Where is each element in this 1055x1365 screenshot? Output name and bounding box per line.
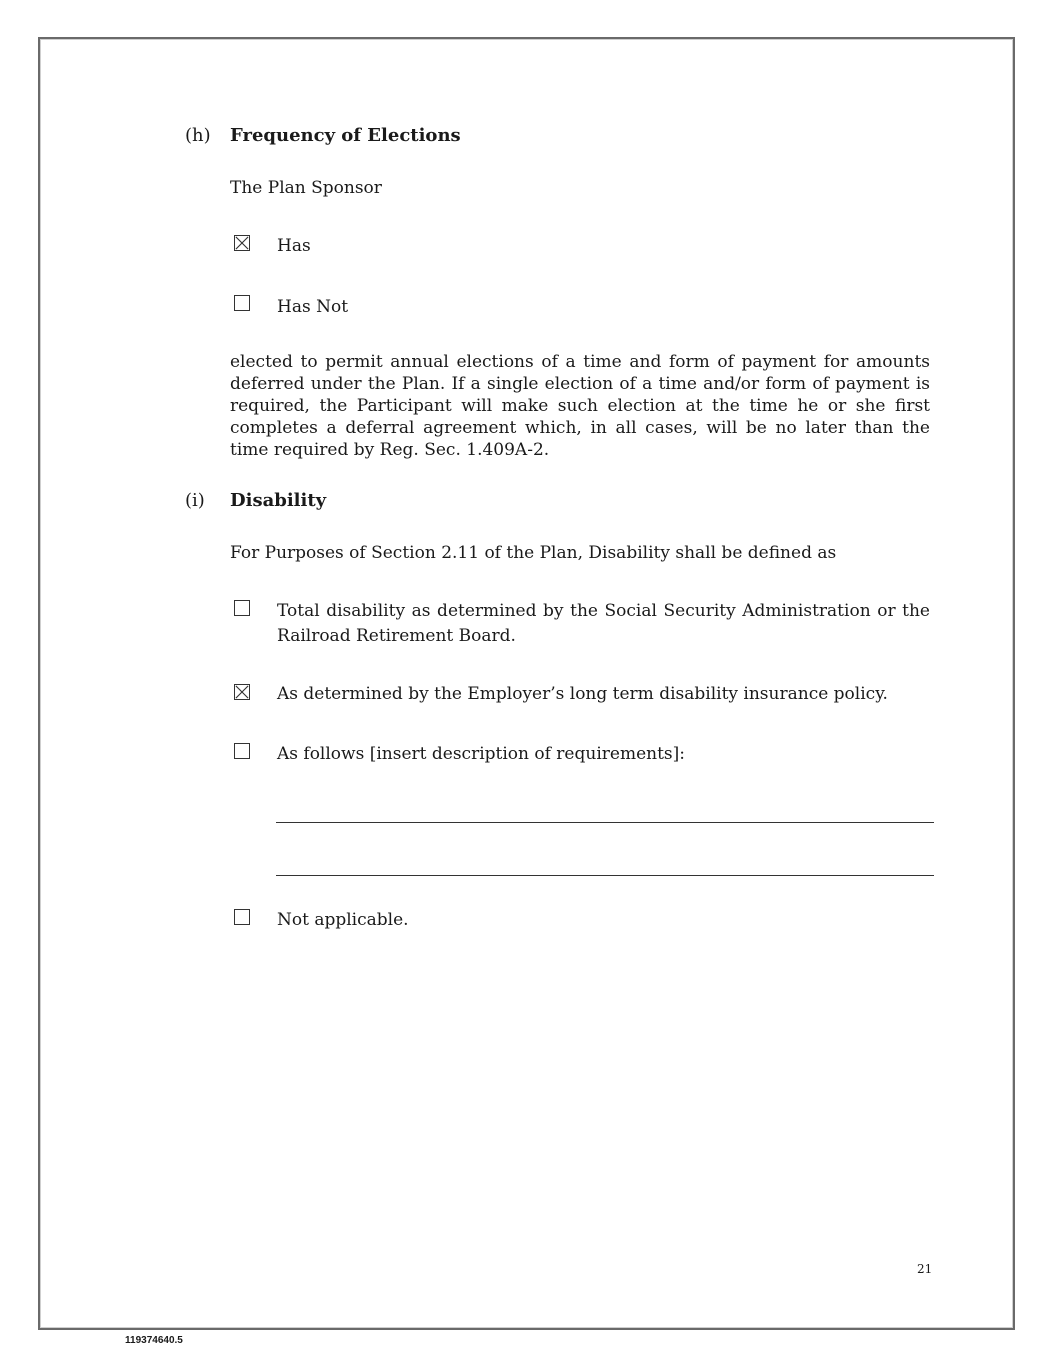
not-applicable-label: Not applicable. bbox=[277, 910, 409, 930]
has-label: Has bbox=[277, 236, 311, 256]
not-applicable-checkbox[interactable] bbox=[234, 909, 250, 925]
description-line-2[interactable] bbox=[276, 875, 934, 876]
section-h-title: Frequency of Elections bbox=[230, 125, 461, 146]
ltd-policy-label: As determined by the Employer’s long term disability insurance policy. bbox=[277, 684, 888, 704]
ssa-disability-checkbox[interactable] bbox=[234, 600, 250, 616]
checkmark-x-icon bbox=[235, 236, 249, 250]
section-h-intro: The Plan Sponsor bbox=[230, 178, 382, 198]
ltd-policy-checkbox[interactable] bbox=[234, 684, 250, 700]
section-h-letter: (h) bbox=[185, 125, 211, 146]
page-number: 21 bbox=[917, 1262, 933, 1276]
has-checkbox[interactable] bbox=[234, 235, 250, 251]
document-id: 119374640.5 bbox=[125, 1335, 183, 1346]
section-h-paragraph: elected to permit annual elections of a time and form of payment for amounts deferred under the Plan. If a single election of a time and/or form of payment is required, the Participant will make such election at the time he or she first completes a deferral agreement which, in all cases, will be no later than the time required by Reg. Sec. 1.409A-2. bbox=[230, 352, 930, 460]
ssa-disability-label: Total disability as determined by the Social Security Administration or the Railroad Retirement Board. bbox=[277, 601, 930, 646]
section-i-letter: (i) bbox=[185, 490, 205, 511]
has-not-checkbox[interactable] bbox=[234, 295, 250, 311]
section-i-intro: For Purposes of Section 2.11 of the Plan, Disability shall be defined as bbox=[230, 543, 837, 563]
description-line-1[interactable] bbox=[276, 822, 934, 823]
has-not-label: Has Not bbox=[277, 297, 349, 317]
section-i-title: Disability bbox=[230, 490, 327, 511]
as-follows-label: As follows [insert description of requirements]: bbox=[277, 744, 685, 764]
checkmark-x-icon bbox=[235, 685, 249, 699]
as-follows-checkbox[interactable] bbox=[234, 743, 250, 759]
